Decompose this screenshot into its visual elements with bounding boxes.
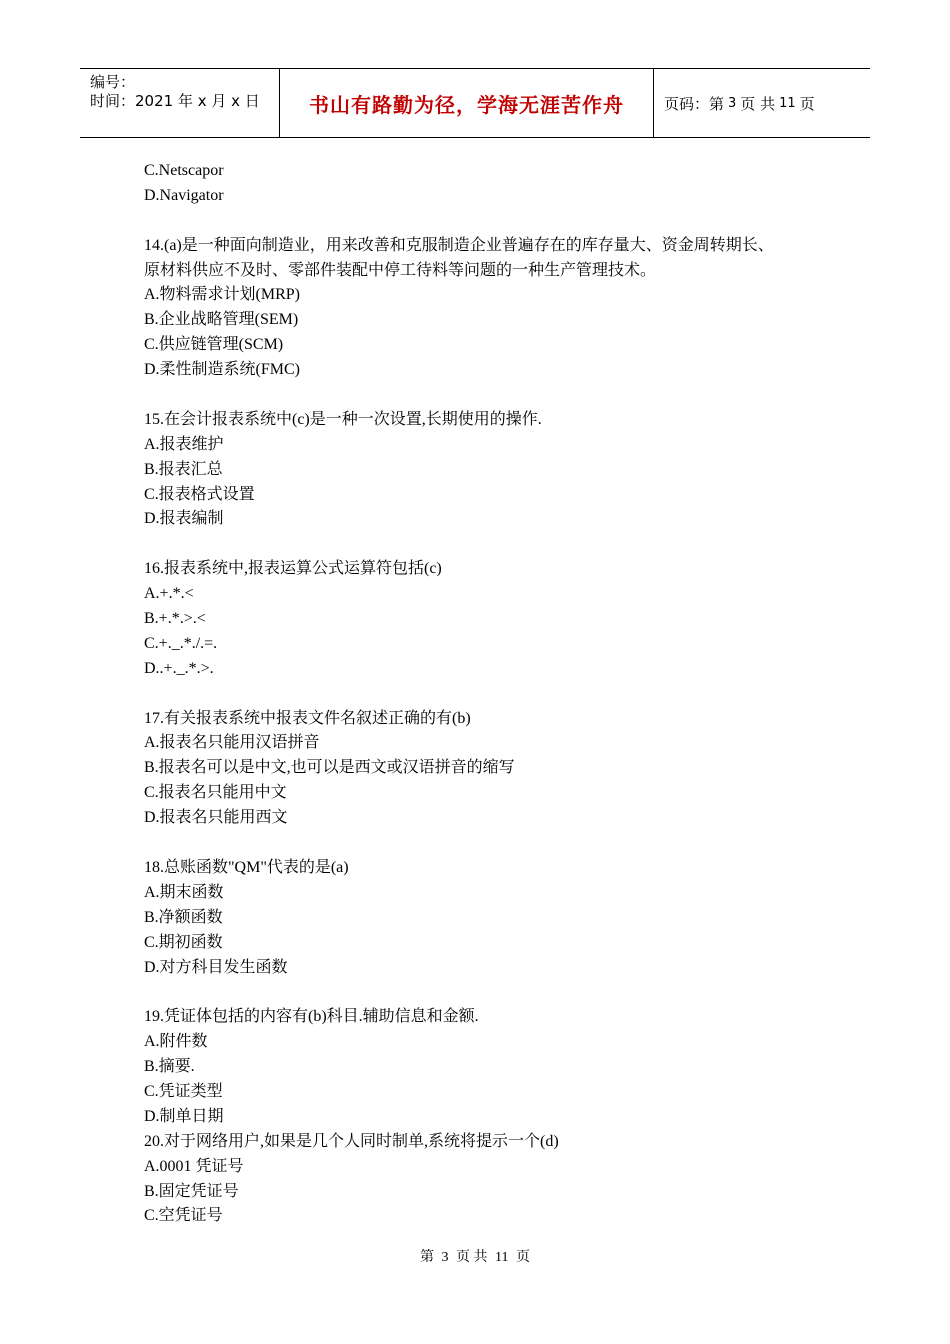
blank-line [144,383,844,408]
page-footer [0,1246,950,1266]
answer-option: A.0001 凭证号 [144,1157,244,1175]
blank-line [144,980,844,1005]
question-body [144,159,844,1229]
doc-number-label: 编号： [90,73,136,91]
blank-line [144,209,844,234]
answer-option: B.固定凭证号 [144,1182,239,1200]
footer-suffix: 页 [515,1250,530,1265]
question-stem: 19.凭证体包括的内容有(b)科目.辅助信息和金额. [144,1008,479,1026]
answer-option: A.物料需求计划(MRP) [144,286,301,304]
blank-line [144,831,844,856]
page-prefix: 页码：第 [664,94,725,113]
page-header [80,68,870,138]
answer-option: A.附件数 [144,1033,208,1051]
page-suffix: 页 [799,94,815,113]
answer-option: A.期末函数 [144,883,224,901]
answer-option: C.凭证类型 [144,1082,223,1100]
header-motto: 书山有路勤为径，学海无涯苦作舟 [280,69,654,137]
blank-line [144,682,844,707]
page-current: 3 [728,95,737,111]
footer-current: 3 [441,1250,449,1265]
answer-option: B.企业战略管理(SEM) [144,311,299,329]
header-meta [80,69,280,137]
answer-option: C.报表名只能用中文 [144,784,287,802]
footer-mid: 页 共 [456,1250,488,1265]
answer-option: B.净额函数 [144,908,223,926]
answer-option: C.Netscapor [144,162,224,179]
question-stem: 20.对于网络用户,如果是几个人同时制单,系统将提示一个(d) [144,1132,559,1150]
answer-option: D..+._.*.>. [144,659,214,677]
header-page-info [654,69,870,137]
answer-option: A.+.*.< [144,585,194,603]
answer-option: D.报表名只能用西文 [144,809,288,827]
question-stem: 14.(a)是一种面向制造业，用来改善和克服制造企业普遍存在的库存量大、资金周转期长、 [144,236,774,254]
footer-total: 11 [495,1250,509,1265]
answer-option: D.柔性制造系统(FMC) [144,361,301,379]
question-stem: 18.总账函数"QM"代表的是(a) [144,858,349,876]
answer-option: C.报表格式设置 [144,485,255,503]
answer-option: D.报表编制 [144,510,224,528]
answer-option: D.制单日期 [144,1107,224,1125]
answer-option: B.摘要. [144,1058,195,1076]
blank-line [144,532,844,557]
answer-option: C.期初函数 [144,933,223,951]
question-stem: 16.报表系统中,报表运算公式运算符包括(c) [144,560,442,578]
doc-time-label: 时间：2021 年 x 月 x 日 [90,92,260,110]
question-stem: 15.在会计报表系统中(c)是一种一次设置,长期使用的操作. [144,410,542,428]
answer-option: C.空凭证号 [144,1207,223,1225]
answer-option: B.报表汇总 [144,460,223,478]
answer-option: B.报表名可以是中文,也可以是西文或汉语拼音的缩写 [144,759,515,777]
footer-prefix: 第 [420,1250,434,1265]
answer-option: D.Navigator [144,186,224,204]
answer-option: C.供应链管理(SCM) [144,336,284,354]
answer-option: D.对方科目发生函数 [144,958,288,976]
answer-option: 原材料供应不及时、零部件装配中停工待料等问题的一种生产管理技术。 [144,261,657,279]
answer-option: C.+._.*./.=. [144,634,218,652]
answer-option: A.报表维护 [144,435,224,453]
question-stem: 17.有关报表系统中报表文件名叙述正确的有(b) [144,709,471,727]
answer-option: A.报表名只能用汉语拼音 [144,734,320,752]
answer-option: B.+.*.>.< [144,610,206,628]
page-mid: 页 共 [740,94,776,113]
page-total: 11 [779,95,796,111]
